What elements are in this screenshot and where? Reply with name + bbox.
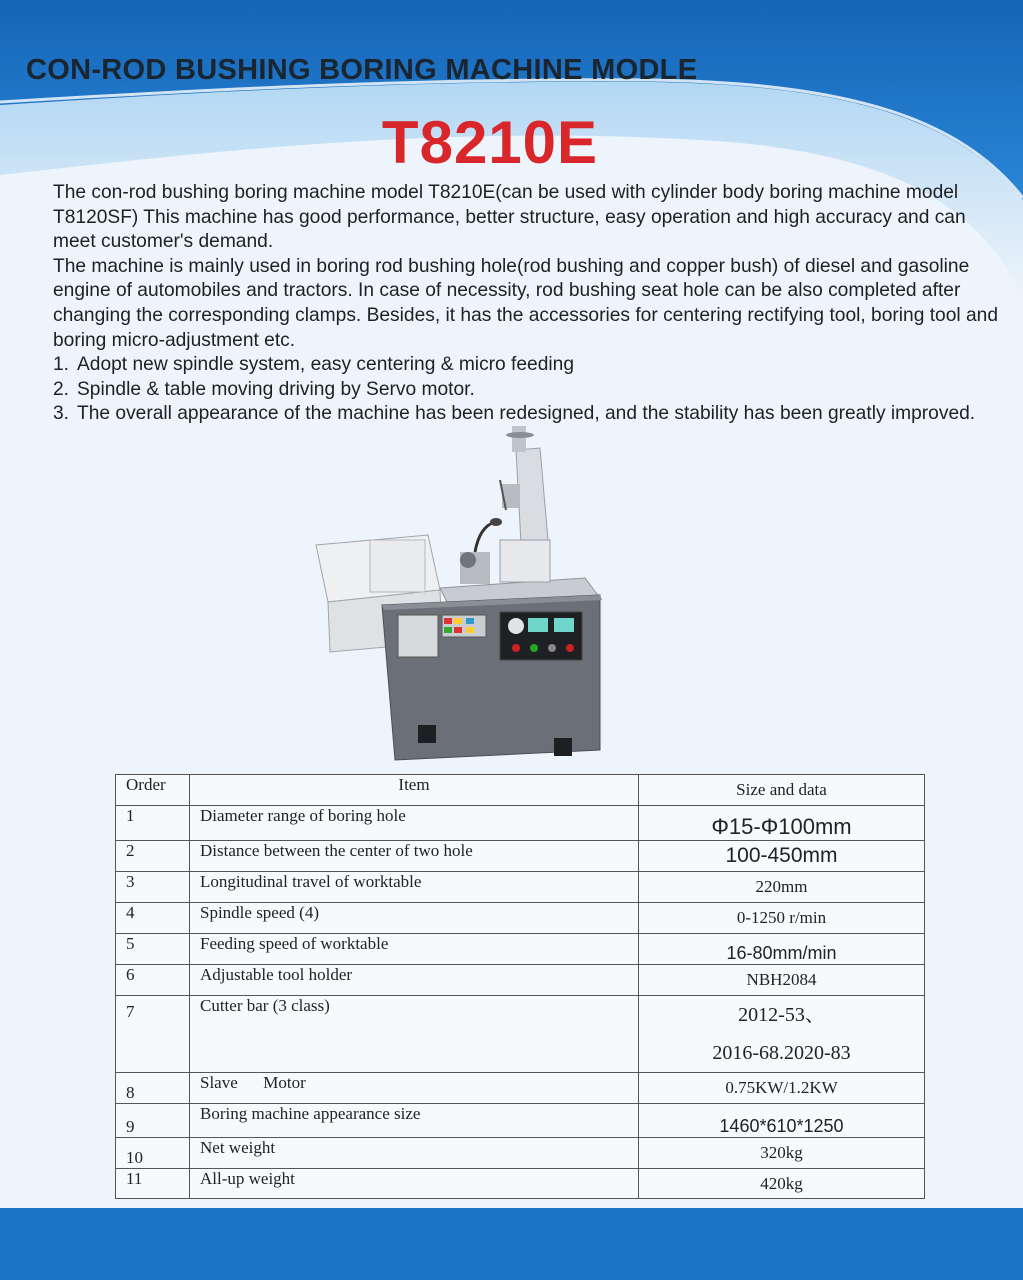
row-value: 100-450mm bbox=[639, 841, 925, 872]
table-row bbox=[116, 903, 925, 934]
table-row bbox=[116, 934, 925, 965]
footer-band bbox=[0, 1208, 1023, 1280]
row-order: 9 bbox=[116, 1104, 190, 1138]
row-item: All-up weight bbox=[190, 1169, 639, 1199]
row-item: Spindle speed (4) bbox=[190, 903, 639, 934]
table-row bbox=[116, 1073, 925, 1104]
row-order: 7 bbox=[116, 996, 190, 1073]
feature-item bbox=[53, 353, 1008, 378]
feature-number: 1. bbox=[53, 354, 70, 376]
row-value: 0-1250 r/min bbox=[639, 903, 925, 934]
row-order: 6 bbox=[116, 965, 190, 996]
row-value: 320kg bbox=[639, 1138, 925, 1169]
row-item: Adjustable tool holder bbox=[190, 965, 639, 996]
machine-image bbox=[310, 420, 630, 765]
feature-text: The overall appearance of the machine has been redesigned, and the stability has been greatly improved. bbox=[77, 403, 976, 425]
description bbox=[53, 181, 1008, 427]
table-row bbox=[116, 806, 925, 841]
row-value: NBH2084 bbox=[639, 965, 925, 996]
table-row bbox=[116, 965, 925, 996]
description-paragraph: The con-rod bushing boring machine model T8210E(can be used with cylinder body boring machine model T8120SF) This machine has good performance, better structure, easy operation and high accuracy and can meet customer's demand. bbox=[53, 182, 966, 253]
feature-text: Spindle & table moving driving by Servo motor. bbox=[77, 378, 475, 400]
feature-number: 3. bbox=[53, 403, 70, 425]
header-order: Order bbox=[116, 775, 190, 806]
row-item: Distance between the center of two hole bbox=[190, 841, 639, 872]
table-row bbox=[116, 872, 925, 903]
row-value-line: 2016-68.2020-83 bbox=[712, 1042, 851, 1064]
row-item: Net weight bbox=[190, 1138, 639, 1169]
feature-item bbox=[53, 378, 1008, 403]
table-header-row bbox=[116, 775, 925, 806]
row-order: 3 bbox=[116, 872, 190, 903]
table-row bbox=[116, 1169, 925, 1199]
row-item: Feeding speed of worktable bbox=[190, 934, 639, 965]
table-row bbox=[116, 841, 925, 872]
row-value: Φ15-Φ100mm bbox=[639, 806, 925, 841]
row-value-line: 2012-53、 bbox=[738, 1004, 825, 1026]
row-item: Boring machine appearance size bbox=[190, 1104, 639, 1138]
row-value: 0.75KW/1.2KW bbox=[639, 1073, 925, 1104]
row-item: Diameter range of boring hole bbox=[190, 806, 639, 841]
model-number: T8210E bbox=[381, 109, 599, 176]
row-value: 220mm bbox=[639, 872, 925, 903]
row-order: 5 bbox=[116, 934, 190, 965]
row-item: Cutter bar (3 class) bbox=[190, 996, 639, 1073]
row-order: 4 bbox=[116, 903, 190, 934]
header-item: Item bbox=[190, 775, 639, 806]
row-order: 2 bbox=[116, 841, 190, 872]
feature-number: 2. bbox=[53, 378, 70, 400]
row-value bbox=[639, 996, 925, 1073]
feature-text: Adopt new spindle system, easy centering & micro feeding bbox=[77, 354, 575, 376]
row-order: 10 bbox=[116, 1138, 190, 1169]
row-order: 1 bbox=[116, 806, 190, 841]
row-order: 8 bbox=[116, 1073, 190, 1104]
row-value: 16-80mm/min bbox=[639, 934, 925, 965]
header-size: Size and data bbox=[639, 775, 925, 806]
row-order: 11 bbox=[116, 1169, 190, 1199]
description-paragraph: The machine is mainly used in boring rod bushing hole(rod bushing and copper bush) of diesel and gasoline engine of automobiles and tractors. In case of necessity, rod bushing seat hole can be also completed after changing the corresponding clamps. Besides, it has the accessories for centering rectifying tool, boring tool and boring micro-adjustment etc. bbox=[53, 255, 998, 351]
row-item: Longitudinal travel of worktable bbox=[190, 872, 639, 903]
table-row bbox=[116, 996, 925, 1073]
table-row bbox=[116, 1138, 925, 1169]
spec-table bbox=[115, 774, 925, 1199]
table-row bbox=[116, 1104, 925, 1138]
row-value: 1460*610*1250 bbox=[639, 1104, 925, 1138]
row-value: 420kg bbox=[639, 1169, 925, 1199]
row-item: Slave Motor bbox=[190, 1073, 639, 1104]
page-title: CON-ROD BUSHING BORING MACHINE MODLE bbox=[26, 54, 698, 86]
